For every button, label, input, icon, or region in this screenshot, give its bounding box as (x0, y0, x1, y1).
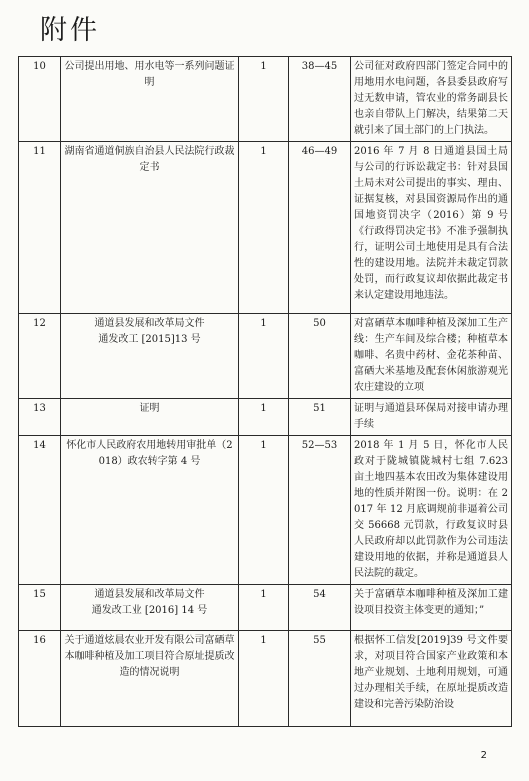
remark: 证明与通道县环保局对接申请办理手续 (351, 399, 512, 436)
document-name: 湖南省通道侗族自治县人民法院行政裁定书 (61, 142, 239, 314)
table-row (19, 399, 512, 436)
copies-count: 1 (239, 631, 289, 727)
row-number: 15 (19, 585, 61, 631)
copies-count: 1 (239, 436, 289, 585)
page-range: 55 (289, 631, 351, 727)
row-number: 16 (19, 631, 61, 727)
page-heading: 附件 (40, 15, 100, 46)
table-row (19, 436, 512, 585)
document-name: 怀化市人民政府农用地转用审批单（2018）政农转字第 4 号 (61, 436, 239, 585)
remark: 对富硒草本咖啡种植及深加工生产线：生产车间及综合楼；种植草本咖啡、名贵中药材、金花茶种苗、富硒大米基地及配套休闲旅游观光农庄建设的立项 (351, 314, 512, 399)
document-name: 关于通道炫晨农业开发有限公司富硒草本咖啡种植及加工项目符合原址提质改造的情况说明 (61, 631, 239, 727)
remark: 2018 年 1 月 5 日，怀化市人民政对于陇城镇陇城村七组 7.623 亩土地四基本农田改为集体建设用地的性质并附图一份。说明：在 2017 年 12 月底调规前非逼着公司交 56668 元罚款，行政复议时县人民政府却以此罚款作为公司违法建设用地的依据，并称是通道县人民法院的裁定。 (351, 436, 512, 585)
attachment-table (18, 56, 512, 727)
page-number: 2 (480, 750, 487, 761)
table-row (19, 585, 512, 631)
row-number: 10 (19, 57, 61, 142)
document-name: 公司提出用地、用水电等一系列问题证明 (61, 57, 239, 142)
remark: 根据怀工信发[2019]39 号文件要求，对项目符合国家产业政策和本地产业规划、土地利用规划，可通过办理相关手续，在原址提质改造建设和完善污染防治设 (351, 631, 512, 727)
copies-count: 1 (239, 142, 289, 314)
row-number: 11 (19, 142, 61, 314)
row-number: 13 (19, 399, 61, 436)
page-range: 38—45 (289, 57, 351, 142)
table-row (19, 142, 512, 314)
page-range: 51 (289, 399, 351, 436)
document-name: 证明 (61, 399, 239, 436)
page-range: 54 (289, 585, 351, 631)
copies-count: 1 (239, 57, 289, 142)
document-name: 通道县发展和改革局文件 通发改工 [2015]13 号 (61, 314, 239, 399)
copies-count: 1 (239, 585, 289, 631)
table-row (19, 57, 512, 142)
remark: 2016 年 7 月 8 日通道县国土局与公司的行诉讼裁定书：针对县国土局未对公司提出的事实、理由、证据复核，对县国资源局作出的通国地资罚决字（2016）第 9 号《行政得罚决定书》不准予强制执行，证明公司土地使用是具有合法性的建设用地。法院并未裁定罚款处罚，而行政复议却依据此裁定书来认定建设用地违法。 (351, 142, 512, 314)
remark: 关于富硒草本咖啡种植及深加工建设项目投资主体变更的通知；” (351, 585, 512, 631)
copies-count: 1 (239, 314, 289, 399)
page-range: 46—49 (289, 142, 351, 314)
row-number: 14 (19, 436, 61, 585)
table-row (19, 314, 512, 399)
document-name: 通道县发展和改革局文件 通发改工业 [2016] 14 号 (61, 585, 239, 631)
copies-count: 1 (239, 399, 289, 436)
table-row (19, 631, 512, 727)
row-number: 12 (19, 314, 61, 399)
page-range: 52—53 (289, 436, 351, 585)
remark: 公司征对政府四部门签定合同中的用地用水电问题，各县委县政府写过无数申请，管农业的常务副县长也亲自带队上门解决，结果第二天就引来了国土部门的上门执法。 (351, 57, 512, 142)
page-range: 50 (289, 314, 351, 399)
